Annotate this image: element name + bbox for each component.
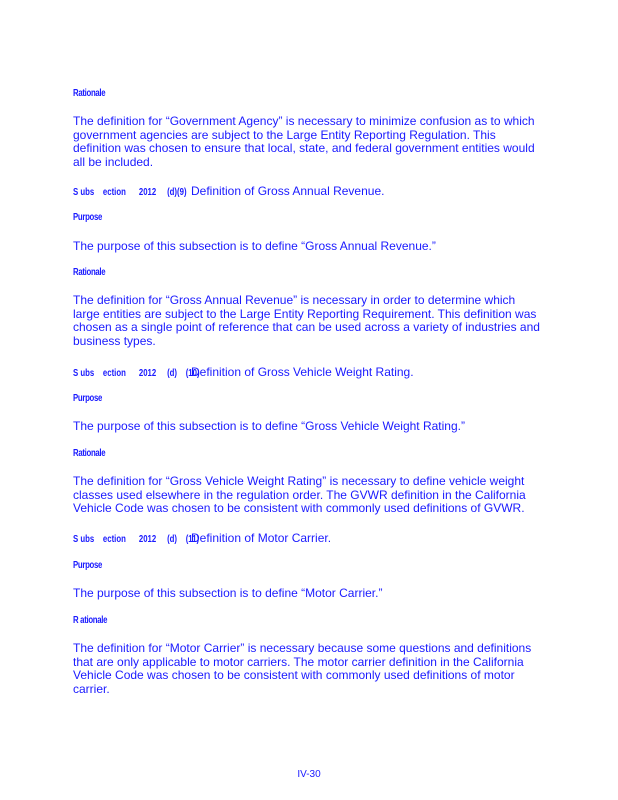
subsection-number: S ubs ection 2012 (d) (11) — [73, 534, 200, 545]
section-heading-purpose: Purpose — [73, 393, 103, 404]
paragraph-purpose-gvwr: The purpose of this subsection is to define “Gross Vehicle Weight Rating.” — [73, 419, 465, 433]
paragraph-purpose-motor-carrier: The purpose of this subsection is to define “Motor Carrier.” — [73, 586, 383, 600]
section-heading-rationale: R ationale — [73, 615, 108, 626]
section-heading-purpose: Purpose — [73, 560, 103, 571]
paragraph-purpose-gross-annual-revenue: The purpose of this subsection is to define “Gross Annual Revenue.” — [73, 239, 436, 253]
subsection-title-11 — [73, 531, 543, 545]
paragraph-gvwr: The definition for “Gross Vehicle Weight Rating” is necessary to define vehicle weight classes used elsewhere in the regulation order. The GVWR definition in the California Vehicle Code was chosen to be consistent with commonly used definitions of GVWR. — [73, 474, 526, 516]
subsection-definition: Definition of Gross Vehicle Weight Rating. — [191, 365, 414, 379]
subsection-title-9 — [73, 184, 543, 198]
section-heading-purpose: Purpose — [73, 212, 103, 223]
subsection-number: S ubs ection 2012 (d)(9) — [73, 187, 187, 198]
paragraph-gross-annual-revenue: The definition for “Gross Annual Revenue” is necessary in order to determine which large entities are subject to the Large Entity Reporting Requirement. This definition was chosen as a single point of reference that can be used across a variety of industries and business types. — [73, 293, 540, 348]
section-heading-rationale: Rationale — [73, 88, 106, 99]
subsection-number: S ubs ection 2012 (d) (10) — [73, 368, 200, 379]
subsection-title-10 — [73, 365, 543, 379]
section-heading-rationale: Rationale — [73, 448, 106, 459]
section-heading-rationale: Rationale — [73, 267, 106, 278]
paragraph-motor-carrier: The definition for “Motor Carrier” is necessary because some questions and definitions that are only applicable to motor carriers. The motor carrier definition in the California Vehicle Code was chosen to be consistent with commonly used definitions of motor carrier. — [73, 641, 532, 696]
paragraph-government-agency: The definition for “Government Agency” is necessary to minimize confusion as to which government agencies are subject to the Large Entity Reporting Regulation. This definition was chosen to ensure that local, state, and federal government entities would all be included. — [73, 114, 535, 169]
subsection-definition: Definition of Motor Carrier. — [191, 531, 332, 545]
page-number: IV-30 — [297, 769, 321, 780]
subsection-definition: Definition of Gross Annual Revenue. — [191, 184, 385, 198]
